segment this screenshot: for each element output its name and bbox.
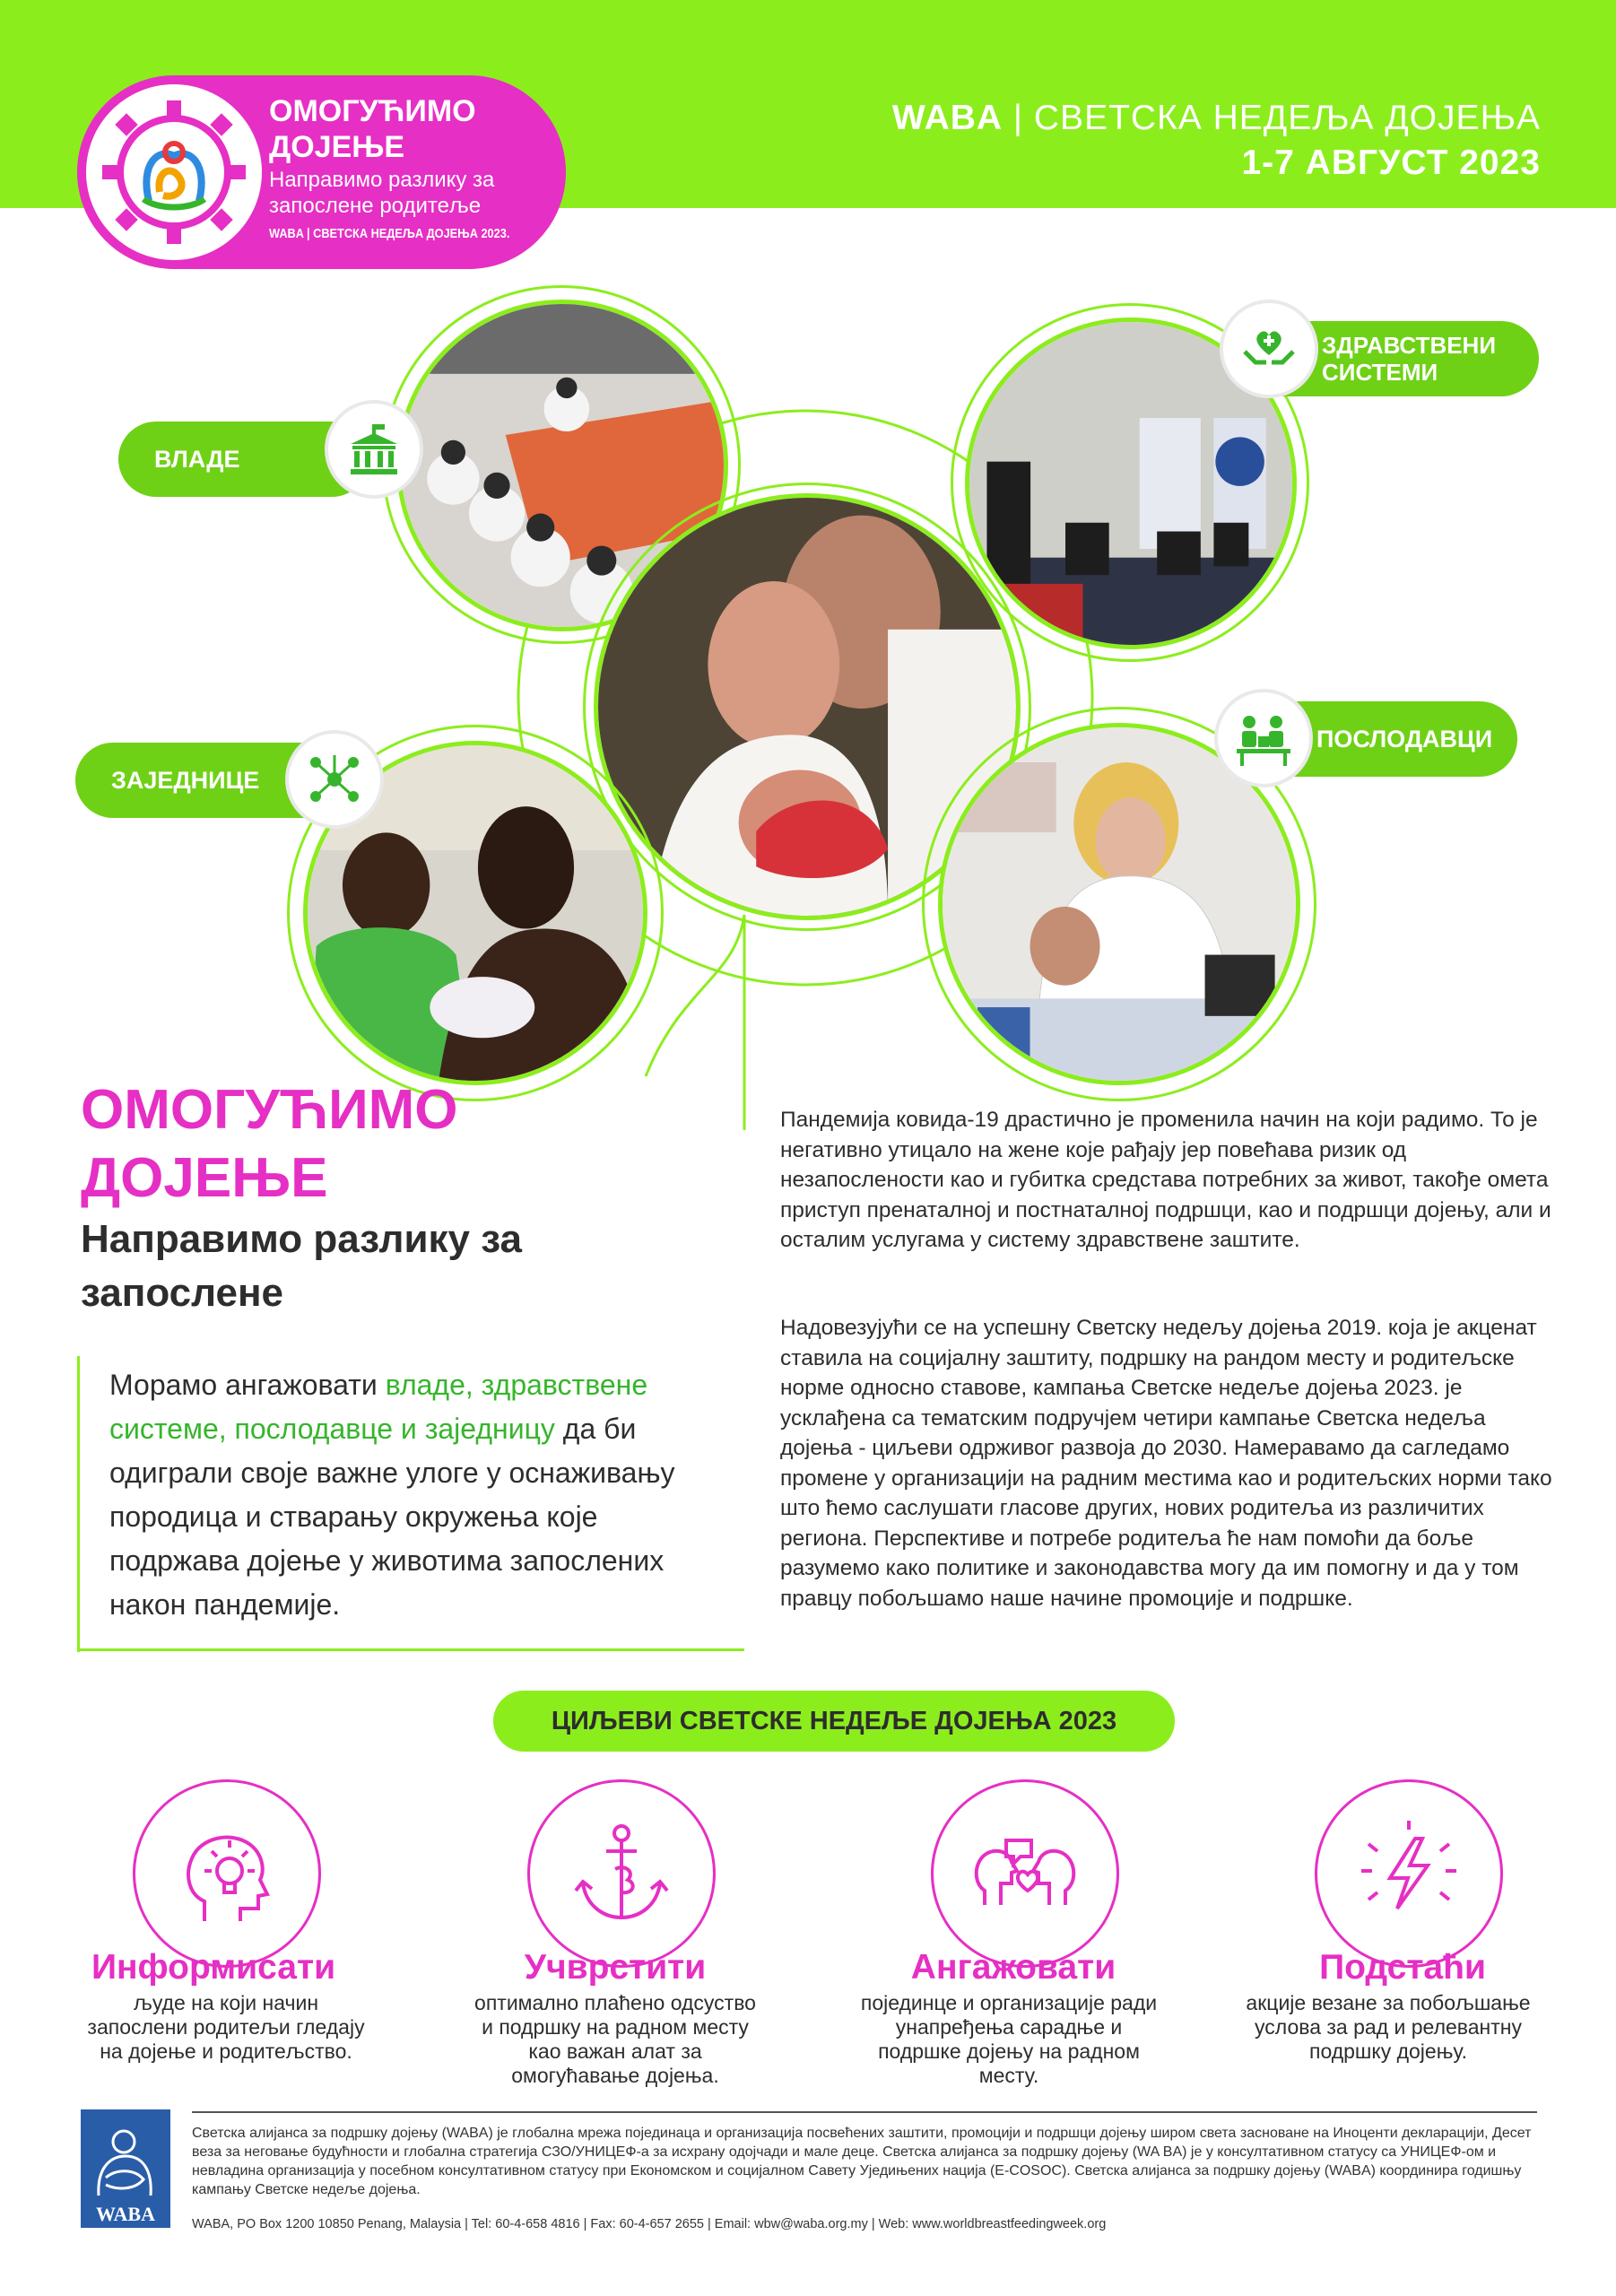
goals-heading: ЦИЉЕВИ СВЕТСКЕ НЕДЕЉЕ ДОЈЕЊА 2023 xyxy=(493,1691,1175,1752)
lightning-icon xyxy=(1315,1779,1503,1968)
goal-title-inform: Информисати xyxy=(91,1948,336,1987)
mission-tail: да би одиграли своје важне улоге у оснаживању породица и стварању окружења које подржава дојење у животима запослених након пандемије. xyxy=(109,1413,675,1621)
mission-highlight: владе, здравствене системе, послодавце и заједницу xyxy=(109,1369,648,1445)
paragraph-pandemic: Пандемија ковида-19 драстично је променила начин на који радимо. То је негативно утицало на жене које рађају јер повећава ризик од незапослености као и губитка средстава потребних за живот, такође омета приступ пренаталној и постнаталној подршци, као и подршци дојењу, али и осталим услугама у систему здравствене заштите. xyxy=(780,1108,1551,1252)
footer-rule xyxy=(192,2111,1537,2113)
waba-label: WABA xyxy=(891,99,1003,137)
mission-frame-left xyxy=(77,1356,80,1652)
lightbulb-head-icon xyxy=(133,1779,321,1968)
goal-title-anchor: Учврстити xyxy=(524,1948,707,1987)
goal-text-anchor: оптимално плаћено одсуство и подршку на радном месту као важан алат за омогућавање дојења. xyxy=(474,1991,756,2087)
mission-lead: Морамо ангажовати xyxy=(109,1369,386,1401)
footer-contact: WABA, PO Box 1200 10850 Penang, Malaysia | Tel: 60-4-658 4816 | Fax: 60-4-657 2655 | Email: wbw@waba.org.my | Web: www.worldbreastfeedingweek.org xyxy=(192,2217,1107,2231)
mission-frame-bottom xyxy=(77,1648,744,1651)
mission-statement xyxy=(109,1363,701,1627)
label-communities-text: ЗАЈЕДНИЦЕ xyxy=(111,766,260,794)
header-title: WABA | СВЕТСКА НЕДЕЉА ДОЈЕЊА xyxy=(891,99,1541,137)
year: 2023 xyxy=(1459,144,1541,182)
goal-title-galvanise: Подстаћи xyxy=(1319,1948,1486,1987)
logo-title: ОМОГУЋИМО ДОЈЕЊЕ xyxy=(269,94,476,164)
label-governments-text: ВЛАДЕ xyxy=(154,445,240,473)
main-subtitle: Направимо разлику за запослене xyxy=(81,1217,522,1315)
anchor-icon xyxy=(527,1779,716,1968)
goal-title-engage: Ангажовати xyxy=(910,1948,1116,1987)
label-health-systems-text: ЗДРАВСТВЕНИ СИСТЕМИ xyxy=(1322,332,1497,386)
government-building-icon xyxy=(325,400,423,499)
goal-text-inform: људе на који начин запослени родитељи гледају на дојење и родитељство. xyxy=(87,1991,365,2063)
logo-footer: WABA | СВЕТСКА НЕДЕЉА ДОЈЕЊА 2023. xyxy=(269,226,510,241)
office-workers-icon xyxy=(1214,689,1313,787)
speech-heads-icon xyxy=(931,1779,1119,1968)
footer-about: Светска алијанса за подршку дојењу (WABA) је глобална мрежа појединаца и организација посвећених заштити, промоцији и подршци дојењу широм света засноване на Иноценти декларацији, Десет веза за неговање будућности и глобална стратегија СЗО/УНИЦЕФ-а за исхрану одојчади и мале деце. Светска алијанса за подршку дојењу (WA BA) је у консултативном статусу са УНИЦЕФ-ом и невладина организација у посебном консултативном статусу при Економском и социјалном Савету Уједињених нација (E-COSOC). Светска алијанса за подршку дојењу (WABA) координира годишњу кампању Светске недеље дојења. xyxy=(192,2126,1532,2197)
logo-subtitle: Направимо разлику за запослене родитеље xyxy=(269,168,495,218)
paragraph-campaign: Надовезујући се на успешну Светску недељу дојења 2019. која је акценат ставила на социјалну заштиту, подршку на рандом месту и родитељске норме односно ставове, кампања Светске недеље дојења 2023. је усклађена са тематским подручјем четири кампање Светска недеља дојења - циљеви одрживог развоја до 2030. Намеравамо да сагледамо промене у организацији на радним местима као и родитељских норми тако што ћемо саслушати гласове других, нових родитеља из различитих региона. Перспективе и потребе родитеља ће нам помоћи да боље разумемо како политике и законодавства могу да им помогну и да у том правцу побољшамо наше начине промоције и подршке. xyxy=(780,1316,1552,1611)
label-employers-text: ПОСЛОДАВЦИ xyxy=(1316,725,1493,752)
waba-logo xyxy=(81,2109,170,2228)
health-hands-heart-icon xyxy=(1220,300,1318,398)
network-people-icon xyxy=(285,730,384,829)
waba-logo-text: WABA xyxy=(95,2203,156,2225)
goal-text-engage: појединце и организације ради унапређења сарадње и подршке дојењу на радном месту. xyxy=(860,1991,1158,2087)
date-range: 1-7 АВГУСТ xyxy=(1241,144,1449,182)
goal-text-galvanise: акције везане за побољшање услова за рад и релевантну подршку дојењу. xyxy=(1246,1991,1531,2063)
main-title: ОМОГУЋИМО ДОЈЕЊЕ xyxy=(81,1079,458,1209)
event-name: СВЕТСКА НЕДЕЉА ДОЈЕЊА xyxy=(1033,99,1541,137)
